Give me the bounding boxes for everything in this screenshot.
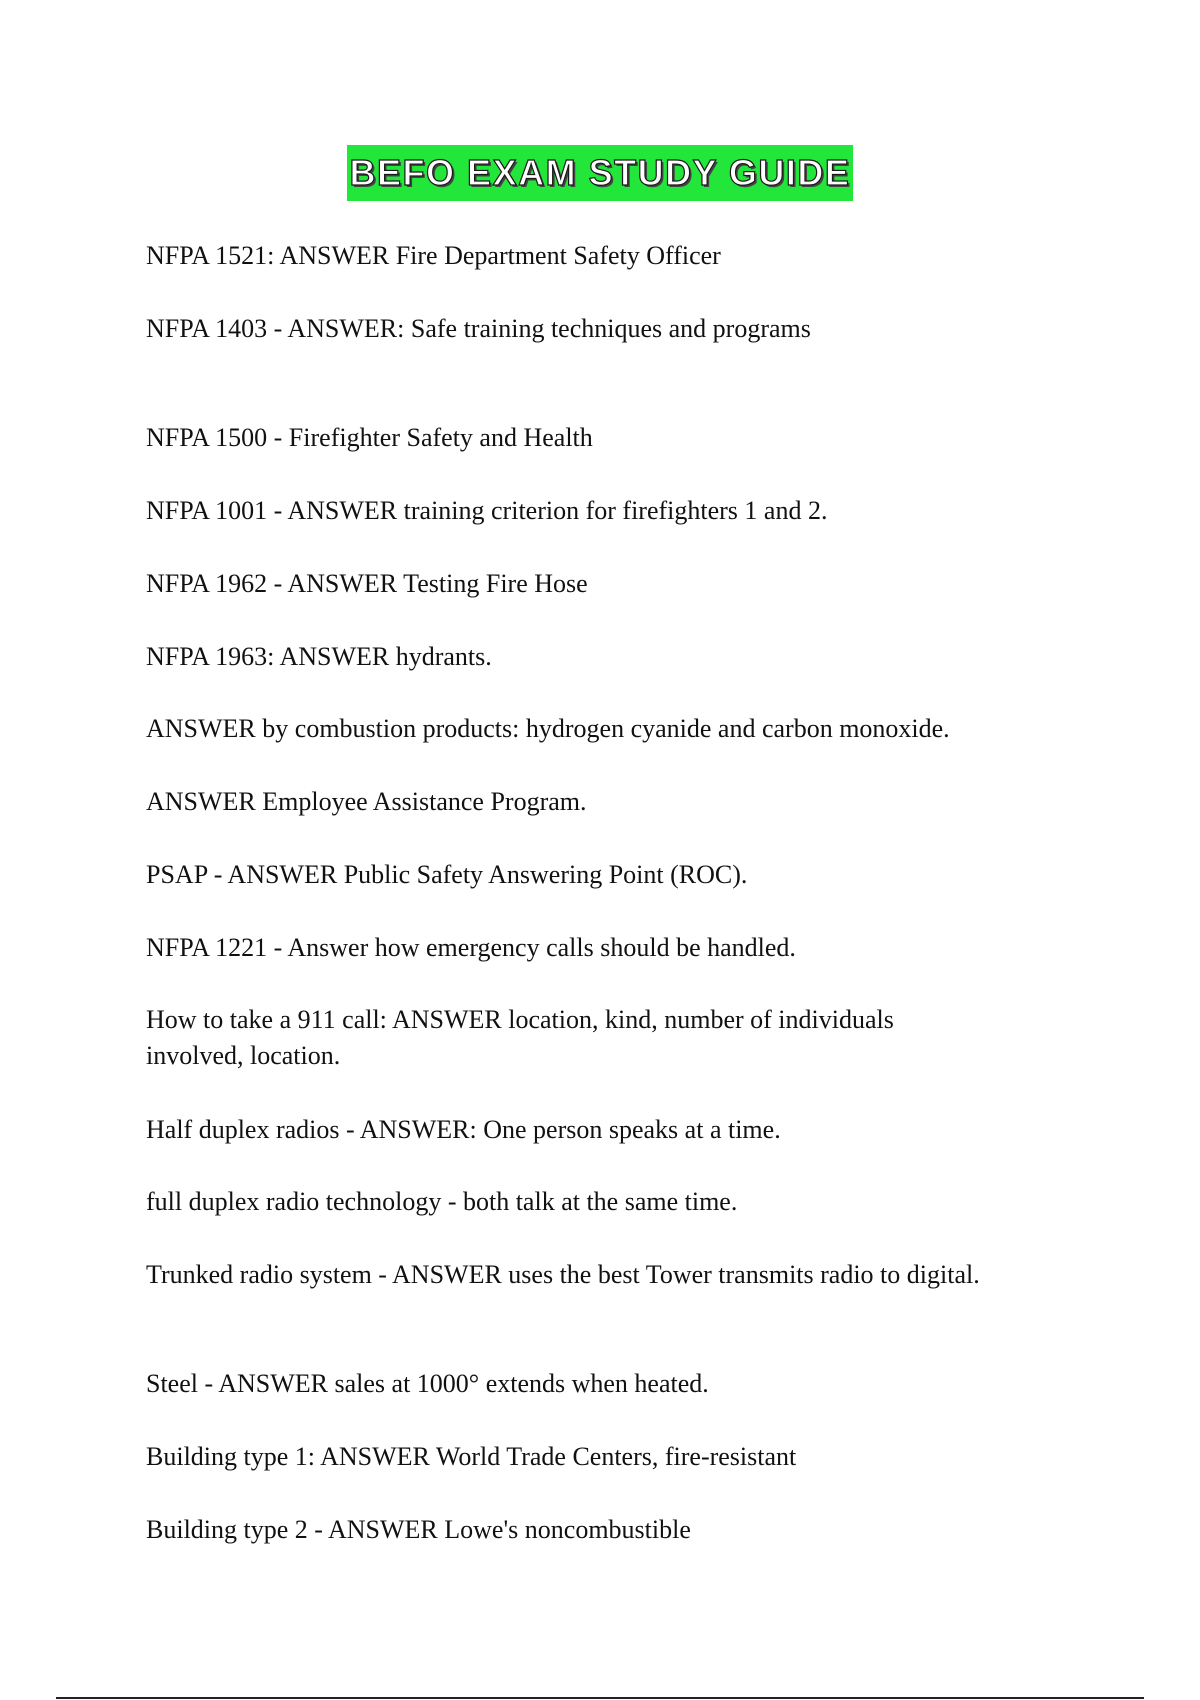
study-entry: Steel - ANSWER sales at 1000° extends when heated. [146,1369,709,1398]
study-entry: PSAP - ANSWER Public Safety Answering Point (ROC). [146,860,748,889]
study-entry: ANSWER by combustion products: hydrogen cyanide and carbon monoxide. [146,714,950,743]
title-container [0,145,1200,201]
document-title: BEFO EXAM STUDY GUIDE [347,145,854,201]
study-entry: NFPA 1403 - ANSWER: Safe training techniques and programs [146,314,811,343]
study-entry: Building type 2 - ANSWER Lowe's noncombustible [146,1515,691,1544]
study-entry: NFPA 1521: ANSWER Fire Department Safety Officer [146,241,721,270]
study-entry: NFPA 1962 - ANSWER Testing Fire Hose [146,569,588,598]
study-entry: Building type 1: ANSWER World Trade Centers, fire-resistant [146,1442,797,1471]
study-entry: ANSWER Employee Assistance Program. [146,787,587,816]
study-entry: NFPA 1963: ANSWER hydrants. [146,642,492,671]
study-entry: How to take a 911 call: ANSWER location, kind, number of individuals involved, location. [146,1005,894,1070]
study-entry: NFPA 1001 - ANSWER training criterion for firefighters 1 and 2. [146,496,828,525]
study-entry: NFPA 1500 - Firefighter Safety and Health [146,423,593,452]
study-entry: full duplex radio technology - both talk at the same time. [146,1187,738,1216]
study-entry: NFPA 1221 - Answer how emergency calls should be handled. [146,933,796,962]
study-entry: Half duplex radios - ANSWER: One person speaks at a time. [146,1115,781,1144]
page-bottom-rule [56,1697,1144,1699]
study-entry: Trunked radio system - ANSWER uses the best Tower transmits radio to digital. [146,1260,980,1289]
